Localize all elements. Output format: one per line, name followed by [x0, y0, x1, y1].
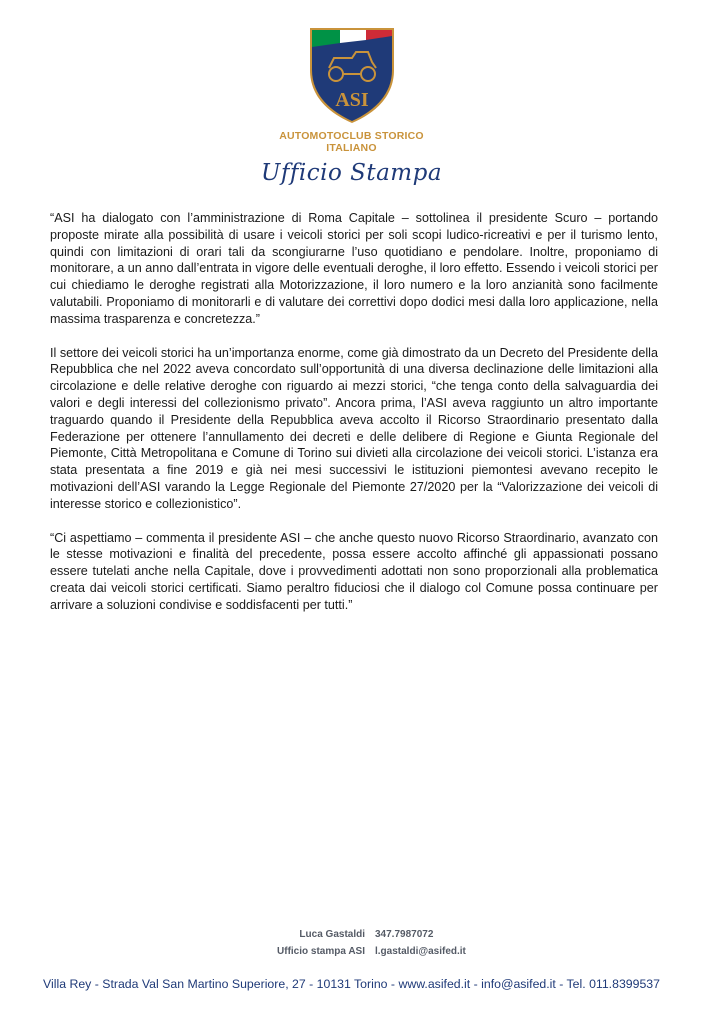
office-title: Ufficio Stampa [260, 160, 443, 186]
org-name-line-2: ITALIANO [326, 142, 377, 154]
organization-name [0, 130, 703, 154]
footer-address: Villa Rey - Strada Val San Martino Superiore, 27 - 10131 Torino - www.asifed.it - info@asifed.it - Tel. 011.8399537 [43, 977, 660, 991]
org-name-line-1: AUTOMOTOCLUB STORICO [279, 130, 424, 142]
asi-shield-logo [306, 24, 398, 124]
paragraph: Il settore dei veicoli storici ha un’importanza enorme, come già dimostrato da un Decreto del Presidente della Repubblica che nel 2022 aveva concordato sull’opportunità di una diversa declinazione delle limitazioni alla circolazione e delle relative deroghe con riguardo ai mezzi storici, “che tenga conto della salvaguardia dei valori e degli interessi del collezionismo privato”. Ancora prima, l’ASI aveva raggiunto un altro importante traguardo quando il Presidente della Repubblica aveva accolto il Ricorso Straordinario presentato dalla Federazione per ottenere l’annullamento dei decreti e delle delibere di Regione e Giunta Regionale del Piemonte, Città Metropolitana e Comune di Torino sui divieti alla circolazione dei veicoli storici. L’istanza era stata presentata a fine 2019 e già nei mesi successivi le istituzioni piemontesi avevano recepito le motivazioni dell’ASI varando la Legge Regionale del Piemonte 27/2020 per la “Valorizzazione dei veicoli di interesse storico e collezionistico”. [50, 345, 658, 511]
letterhead [0, 24, 703, 186]
press-contacts [253, 926, 466, 960]
contact-row [253, 943, 466, 960]
contact-email: l.gastaldi@asifed.it [375, 946, 466, 957]
press-release-body [50, 210, 658, 631]
contact-name: Ufficio stampa ASI [277, 946, 365, 957]
contact-row [253, 926, 466, 943]
logo-text: ASI [334, 89, 369, 111]
paragraph: “ASI ha dialogato con l’amministrazione di Roma Capitale – sottolinea il presidente Scuro – portando proposte mirate alla possibilità di usare i veicoli storici per soli scopi ludico-ricreativi e per il turismo lento, quindi con limitazioni di orari tali da scongiurarne l’uso quotidiano e pendolare. Inoltre, proponiamo di monitorare, a un anno dall’entrata in vigore delle eventuali deroghe, il loro effetto. Essendo i veicoli storici per cui chiediamo le deroghe registrati alla Motorizzazione, il loro numero e la loro anzianità sono facilmente valutabili. Proponiamo di monitorarli e di valutare dei correttivi dopo dodici mesi dalla loro applicazione, nella massima trasparenza e concretezza.” [50, 211, 658, 326]
contact-phone: 347.7987072 [375, 929, 434, 940]
paragraph: “Ci aspettiamo – commenta il presidente ASI – che anche questo nuovo Ricorso Straordinario, avanzato con le stesse motivazioni e finalità del precedente, possa essere accolto affinché gli appassionati possano essere tutelati anche nella Capitale, dove i provvedimenti adottati non sono proporzionali alla problematica creata dai veicoli storici certificati. Siamo peraltro fiduciosi che il dialogo col Comune possa continuare per arrivare a soluzioni condivise e soddisfacenti per tutti.” [50, 530, 658, 612]
contact-name: Luca Gastaldi [299, 929, 365, 940]
